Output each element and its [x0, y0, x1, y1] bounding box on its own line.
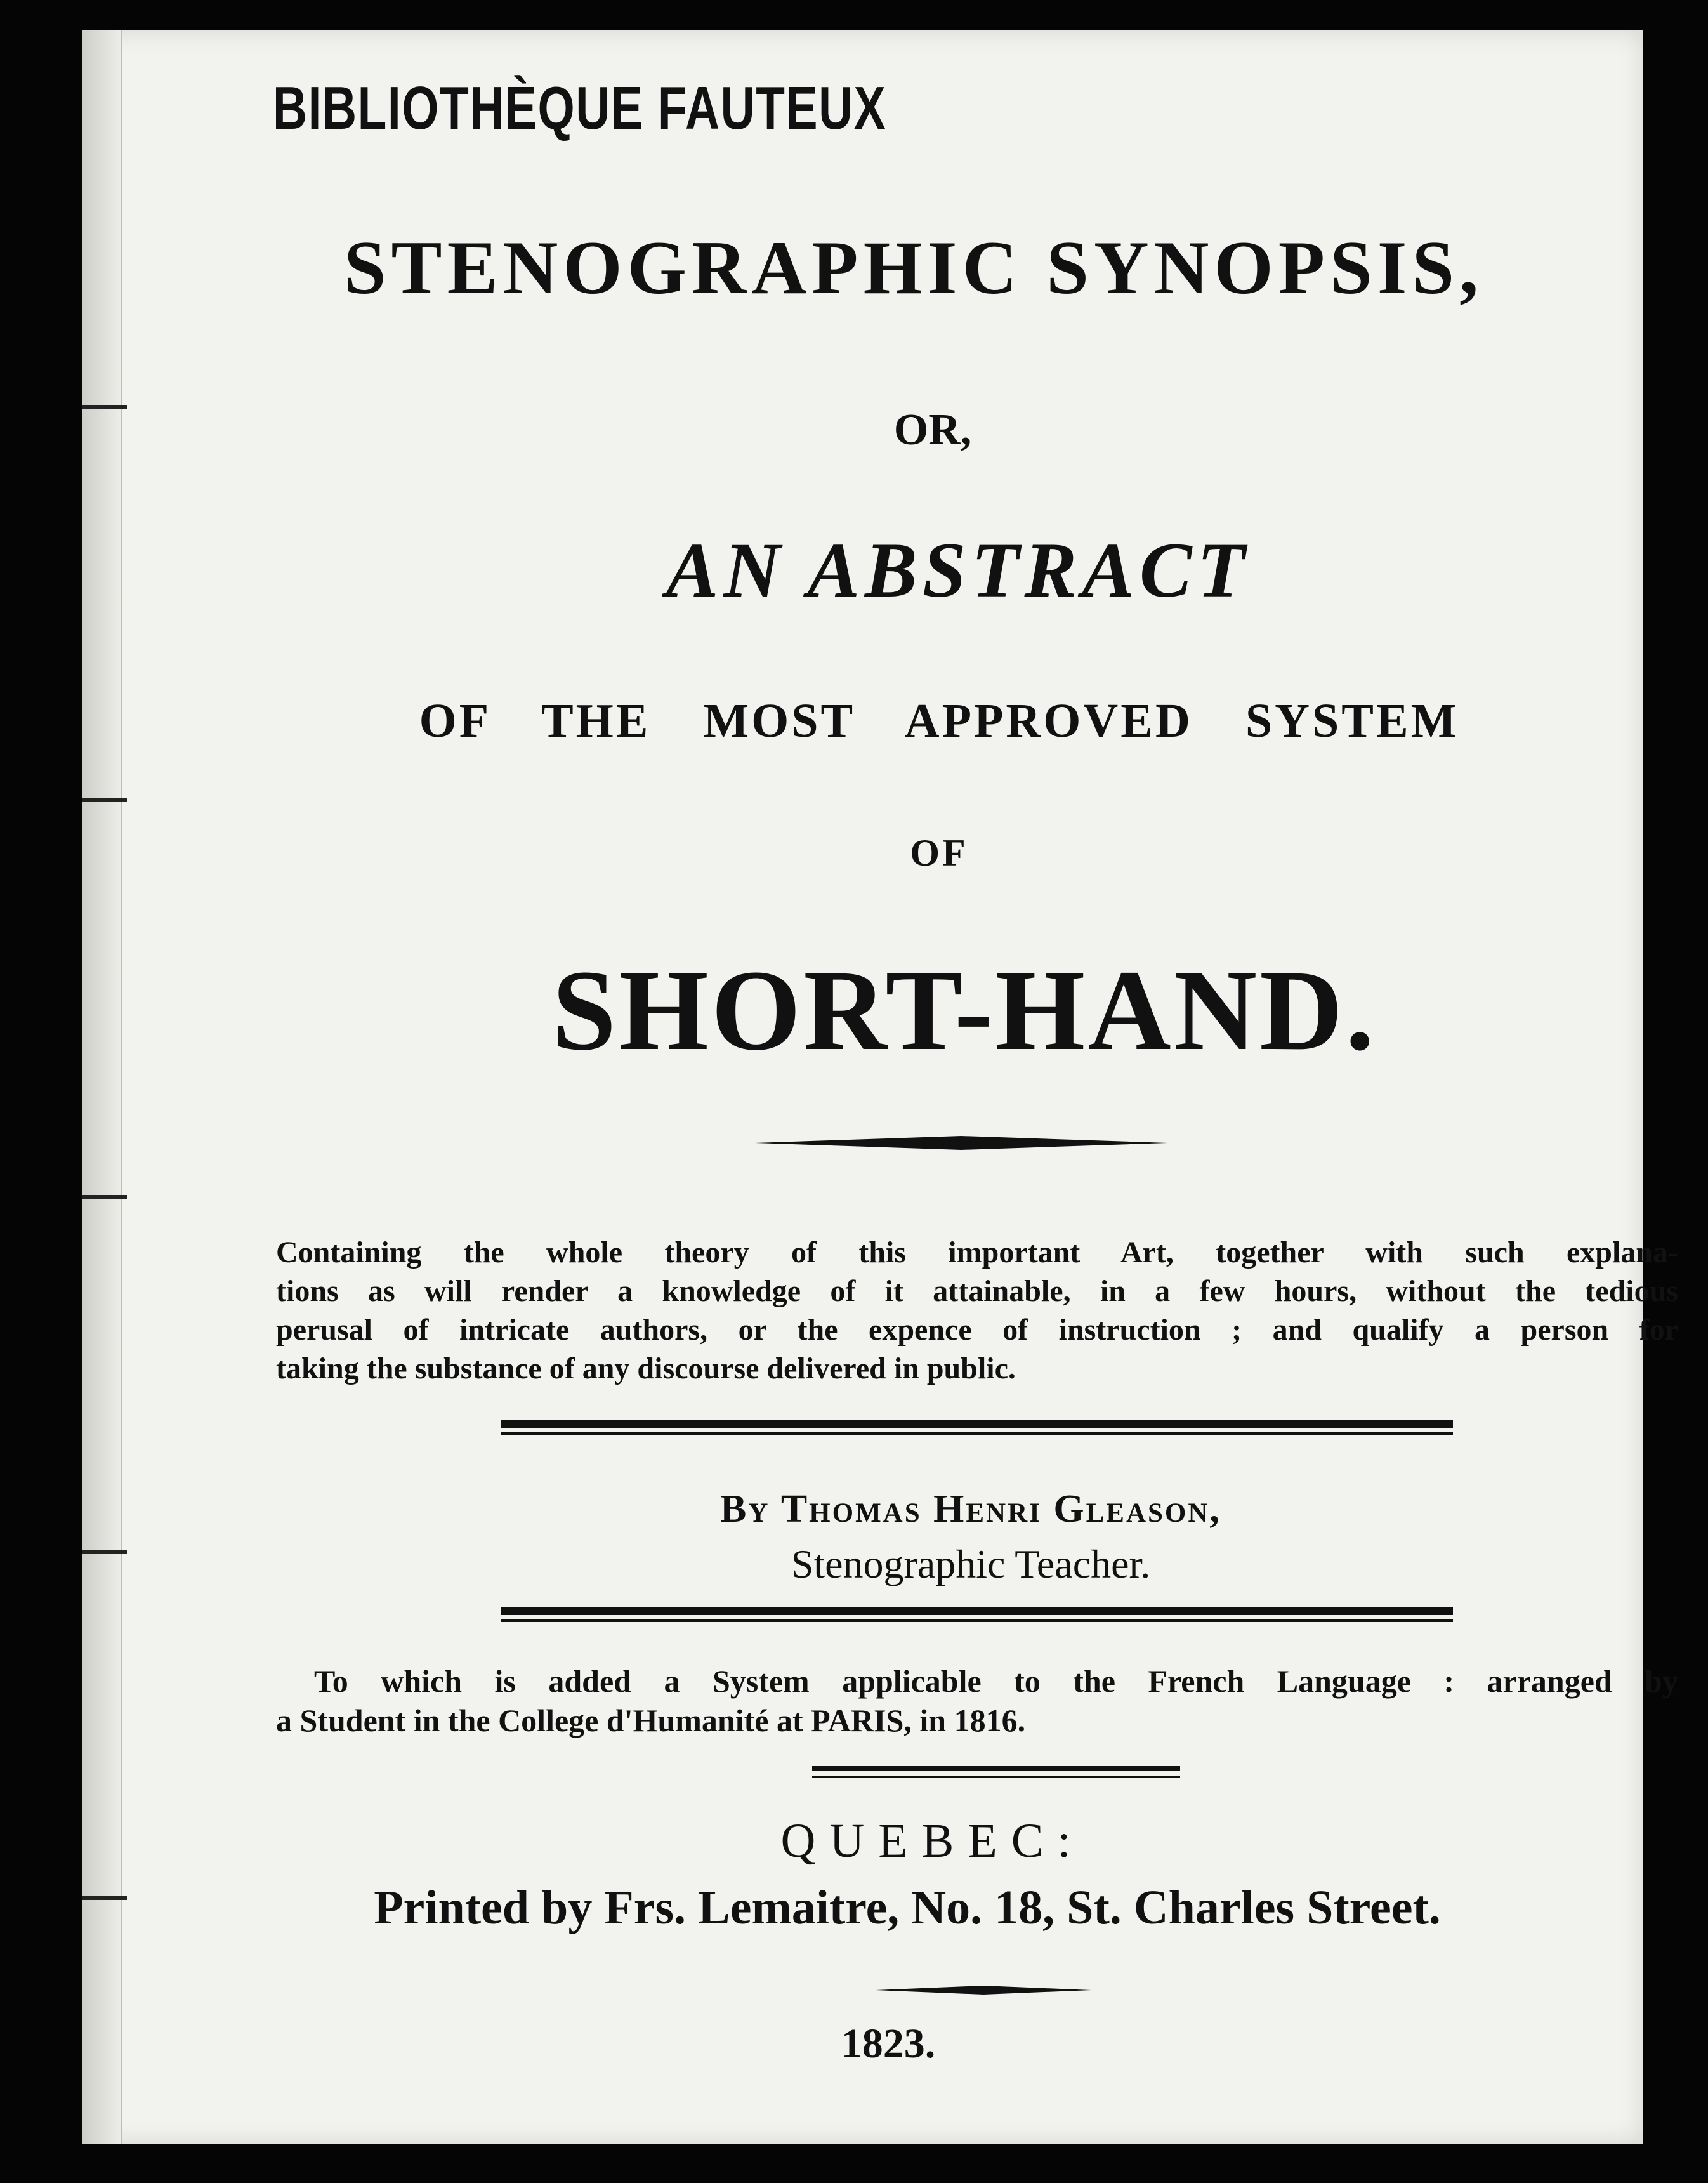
subtitle-of: OF: [910, 832, 968, 874]
imprint-printer: Printed by Frs. Lemaitre, No. 18, St. Charles Street.: [374, 1881, 1441, 1934]
binding-edge: [82, 30, 122, 2144]
book-title: STENOGRAPHIC SYNOPSIS,: [343, 225, 1484, 310]
binding-stitch: [82, 1195, 127, 1199]
description-line: tions as will render a knowledge of it attainable, in a few hours, without the tedious: [276, 1274, 1678, 1308]
library-stamp: BIBLIOTHÈQUE FAUTEUX: [273, 74, 887, 142]
description-line: perusal of intricate authors, or the expence of instruction ; and qualify a person for: [276, 1313, 1678, 1347]
author-name: By Thomas Henri Gleason,: [720, 1487, 1221, 1531]
title-page: [82, 30, 1678, 2144]
subtitle-system: OF THE MOST APPROVED SYSTEM: [419, 694, 1459, 748]
author-role: Stenographic Teacher.: [791, 1541, 1151, 1586]
imprint-year: 1823.: [841, 2021, 936, 2067]
description-line: taking the substance of any discourse delivered in public.: [276, 1352, 1016, 1385]
description-paragraph: [276, 1233, 1678, 1388]
binding-stitch: [82, 405, 127, 409]
description-line: Containing the whole theory of this important Art, together with such explana-: [276, 1236, 1678, 1269]
title-or: OR,: [893, 406, 972, 454]
double-rule: [501, 1420, 1453, 1435]
addition-line: To which is added a System applicable to the French Language : arranged by: [314, 1663, 1678, 1699]
binding-stitch: [82, 1896, 127, 1900]
lens-rule: [755, 1135, 1167, 1151]
subject-title: SHORT-HAND.: [551, 947, 1377, 1074]
binding-stitch: [82, 1550, 127, 1554]
double-rule: [501, 1607, 1453, 1622]
short-rule: [812, 1766, 1180, 1771]
addition-line: a Student in the College d'Humanité at PARIS, in 1816.: [276, 1703, 1026, 1738]
binding-stitch: [82, 798, 127, 802]
lens-rule: [876, 1985, 1091, 1995]
addition-note: [276, 1661, 1678, 1740]
imprint-place: QUEBEC:: [780, 1814, 1085, 1868]
subtitle-abstract: AN ABSTRACT: [666, 527, 1251, 614]
short-rule: [812, 1776, 1180, 1778]
